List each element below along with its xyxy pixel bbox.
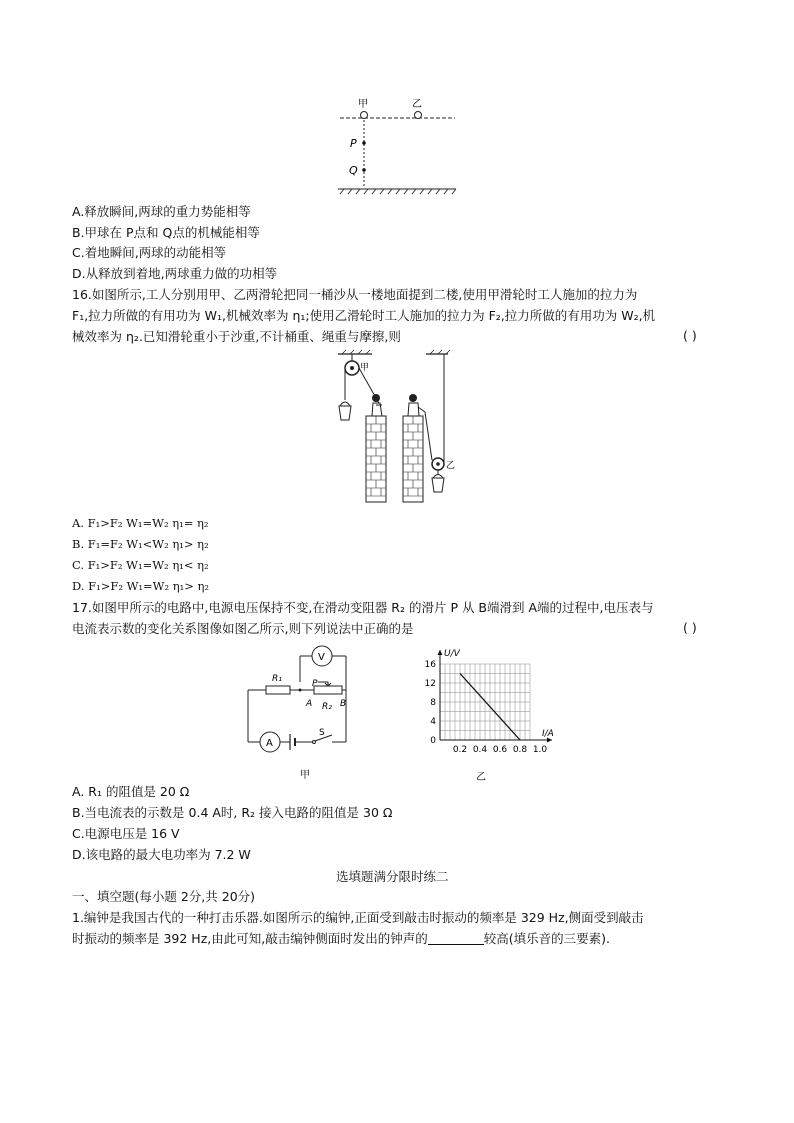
circuit-diagram xyxy=(240,642,370,782)
x-axis-label: I/A xyxy=(542,729,554,739)
label-jia: 甲 xyxy=(358,99,368,110)
resistor-r1 xyxy=(266,686,290,694)
q17-stem-line1: 17.如图甲所示的电路中,电源电压保持不变,在滑动变阻器 R₂ 的滑片 P 从 B端滑到 A端的过程中,电压表与 xyxy=(72,600,654,615)
switch-label: S xyxy=(319,728,325,738)
point-p xyxy=(362,141,366,145)
r2-label: R₂ xyxy=(322,702,332,712)
fill-q1-text-b: 较高(填乐音的三要素). xyxy=(483,931,610,946)
q16-stem-line1: 16.如图所示,工人分别用甲、乙两滑轮把同一桶沙从一楼地面提到二楼,使用甲滑轮时工人施加的拉力为 xyxy=(72,287,638,302)
ground-hatch xyxy=(340,189,456,194)
ball-yi xyxy=(415,112,422,119)
y-tick-label: 12 xyxy=(424,679,436,689)
circuit-caption: 甲 xyxy=(300,770,310,781)
q16-stem-line3: 械效率为 η₂.已知滑轮重小于沙重,不计桶重、绳重与摩擦,则 xyxy=(72,329,401,344)
q17-answer-paren: ( ) xyxy=(683,620,697,635)
x-tick-label: 1.0 xyxy=(532,745,548,755)
brick-tower-2 xyxy=(403,416,423,502)
label-p: P xyxy=(350,137,357,150)
y-tick-label: 16 xyxy=(424,660,436,670)
q17-stem-line2: 电流表示数的变化关系图像如图乙所示,则下列说法中正确的是 xyxy=(72,621,414,636)
q16-option-c: C. F₁>F₂ W₁=W₂ η₁< η₂ xyxy=(72,558,209,572)
point-q xyxy=(362,168,366,172)
y-axis-label: U/V xyxy=(444,649,460,659)
r1-label: R₁ xyxy=(272,674,282,684)
brick-tower-1 xyxy=(366,416,386,502)
fill-q1-line1: 1.编钟是我国古代的一种打击乐器.如图所示的编钟,正面受到敲击时振动的频率是 329 Hz,侧面受到敲击 xyxy=(72,910,644,925)
q16-answer-paren: ( ) xyxy=(683,328,697,343)
q16-stem-line2: F₁,拉力所做的有用功为 W₁,机械效率为 η₁;使用乙滑轮时工人施加的拉力为 F₂,拉力所做的有用功为 W₂,机 xyxy=(72,308,656,323)
answer-blank[interactable] xyxy=(428,932,484,945)
q17-option-b: B.当电流表的示数是 0.4 A时, R₂ 接入电路的阻值是 30 Ω xyxy=(72,805,393,820)
chart-caption: 乙 xyxy=(476,772,486,783)
end-a-label: A xyxy=(306,699,313,709)
q16-option-d: D. F₁>F₂ W₁=W₂ η₁> η₂ xyxy=(72,579,210,593)
x-tick-label: 0.8 xyxy=(512,745,528,755)
end-b-label: B xyxy=(340,699,347,709)
y-tick-label: 8 xyxy=(430,698,436,708)
q15-option-d: D.从释放到着地,两球重力做的功相等 xyxy=(72,266,278,281)
ammeter-label: A xyxy=(266,738,273,749)
section-title: 选填题满分限时练二 xyxy=(336,869,449,884)
y-tick-label: 4 xyxy=(430,717,436,727)
bucket-yi xyxy=(432,478,444,492)
part-heading: 一、填空题(每小题 2分,共 20分) xyxy=(72,889,256,904)
slider-p-label: P xyxy=(312,679,318,689)
q15-option-b: B.甲球在 P点和 Q点的机械能相等 xyxy=(72,225,260,240)
label-yi: 乙 xyxy=(412,99,422,110)
q16-option-a: A. F₁>F₂ W₁=W₂ η₁= η₂ xyxy=(72,516,209,530)
x-tick-label: 0.2 xyxy=(452,745,468,755)
x-tick-label: 0.6 xyxy=(492,745,508,755)
two-balls-figure xyxy=(330,94,460,198)
fill-q1-line2 xyxy=(72,930,610,947)
fill-q1-text-a: 时振动的频率是 392 Hz,由此可知,敲击编钟侧面时发出的钟声的 xyxy=(72,931,428,946)
bucket-jia xyxy=(339,406,351,420)
voltmeter-label: V xyxy=(318,652,325,663)
u-i-chart xyxy=(396,636,554,783)
pulley-jia-label: 甲 xyxy=(360,363,370,373)
x-tick-label: 0.4 xyxy=(472,745,488,755)
rheostat-r2 xyxy=(314,686,342,694)
q16-option-b: B. F₁=F₂ W₁<W₂ η₁> η₂ xyxy=(72,537,209,551)
q17-option-d: D.该电路的最大电功率为 7.2 W xyxy=(72,847,251,862)
y-tick-label: 0 xyxy=(430,736,436,746)
label-q: Q xyxy=(349,164,358,177)
ball-jia xyxy=(361,112,368,119)
q15-option-c: C.着地瞬间,两球的动能相等 xyxy=(72,245,227,260)
pulley-figure xyxy=(330,350,460,505)
q17-option-c: C.电源电压是 16 V xyxy=(72,826,180,841)
pulley-yi-label: 乙 xyxy=(446,461,456,471)
y-axis-arrow xyxy=(438,650,443,655)
q15-option-a: A.释放瞬间,两球的重力势能相等 xyxy=(72,204,251,219)
q17-option-a: A. R₁ 的阻值是 20 Ω xyxy=(72,784,190,799)
